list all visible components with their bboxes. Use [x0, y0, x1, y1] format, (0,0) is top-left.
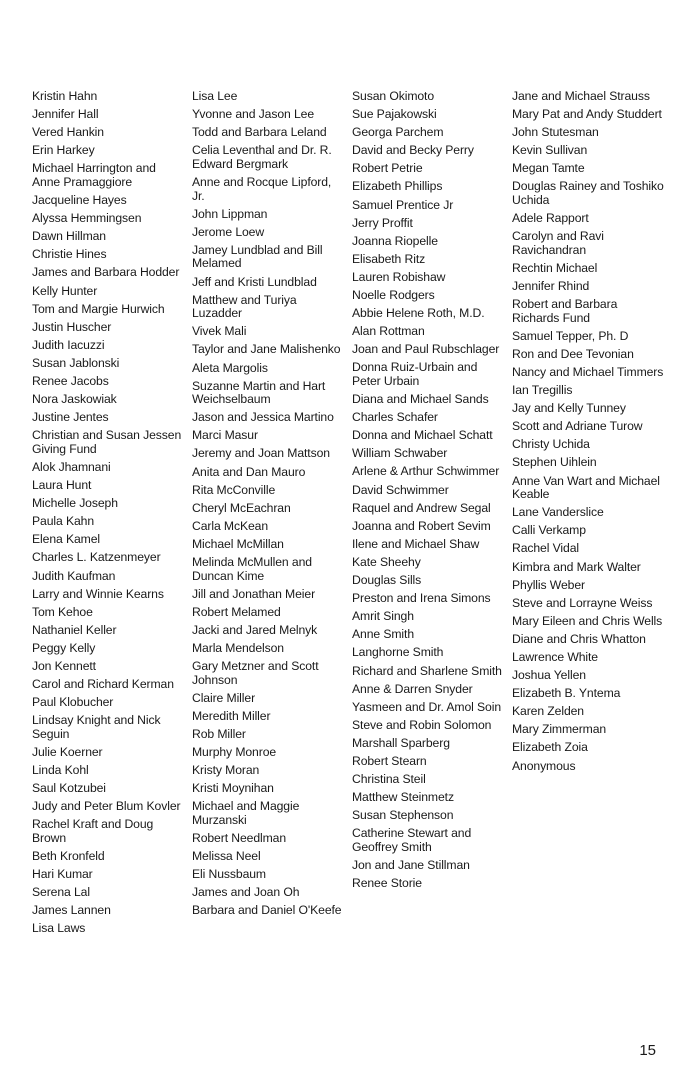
donor-name: Carla McKean: [192, 518, 269, 533]
donor-name: Arlene & Arthur Schwimmer: [352, 464, 500, 479]
donor-name: Nora Jaskowiak: [32, 392, 117, 407]
donor-name: Christie Hines: [32, 247, 107, 262]
donor-name: David Schwimmer: [352, 482, 449, 497]
donor-name: Marshall Sparberg: [352, 735, 450, 750]
donor-column-4: [512, 90, 672, 941]
donor-column-1: [32, 90, 192, 941]
donor-name: Michael McMillan: [192, 536, 284, 551]
donor-name: Robert Petrie: [352, 161, 423, 176]
donor-name: James and Joan Oh: [192, 885, 300, 900]
donor-name: Jerry Proffit: [352, 215, 413, 230]
donor-name: Anne Smith: [352, 627, 415, 642]
donor-name: Joan and Paul Rubschlager: [352, 342, 500, 357]
donor-name: Barbara and Daniel O'Keefe: [192, 903, 342, 918]
donor-name: Jeff and Kristi Lundblad: [192, 274, 317, 289]
donor-name: Ron and Dee Tevonian: [512, 346, 634, 361]
donor-name: Michael Harrington and Anne Pramaggiore: [32, 161, 156, 189]
donor-name: Renee Storie: [352, 876, 422, 891]
donor-name: Mary Pat and Andy Studdert: [512, 107, 662, 122]
donor-name: Elisabeth Ritz: [352, 251, 426, 266]
donor-name: William Schwaber: [352, 446, 448, 461]
donor-name: Rachel Kraft and Doug Brown: [32, 817, 154, 845]
donor-name: Susan Okimoto: [352, 89, 435, 103]
donor-name: Alok Jhamnani: [32, 459, 111, 474]
donor-name: Matthew and Turiya Luzadder: [192, 292, 297, 321]
donor-name: Rita McConville: [192, 482, 276, 497]
donor-name: Anne & Darren Snyder: [352, 681, 473, 696]
donor-name: Sue Pajakowski: [352, 107, 437, 122]
donor-name: Stephen Uihlein: [512, 455, 597, 470]
donor-name: Marci Masur: [192, 428, 258, 443]
donor-name: Kristy Moran: [192, 763, 260, 778]
donor-name: Douglas Sills: [352, 573, 422, 588]
donor-name: Tom and Margie Hurwich: [32, 301, 165, 316]
donor-name: Catherine Stewart and Geoffrey Smith: [352, 826, 472, 854]
donor-name: Vered Hankin: [32, 125, 104, 140]
donor-name: Ilene and Michael Shaw: [352, 536, 480, 551]
donor-name: Elizabeth Phillips: [352, 179, 443, 194]
donor-name: Jacki and Jared Melnyk: [192, 622, 318, 637]
donor-name: Joanna and Robert Sevim: [352, 518, 491, 533]
donor-name: Lane Vanderslice: [512, 505, 604, 520]
donor-name: Donna Ruiz-Urbain and Peter Urbain: [352, 360, 478, 388]
donor-name: Eli Nussbaum: [192, 867, 266, 882]
donor-name: Judith Kaufman: [32, 568, 116, 583]
donor-name: Hari Kumar: [32, 867, 93, 882]
donor-name: Paul Klobucher: [32, 695, 114, 710]
donor-name: Erin Harkey: [32, 143, 95, 158]
donor-name: Kristi Moynihan: [192, 781, 274, 796]
donor-name: Murphy Monroe: [192, 745, 277, 760]
donor-name: Kimbra and Mark Walter: [512, 559, 641, 574]
donor-name: Justin Huscher: [32, 319, 112, 334]
donor-name: Beth Kronfeld: [32, 849, 105, 864]
donor-name: Cheryl McEachran: [192, 500, 291, 515]
donor-name: Diana and Michael Sands: [352, 392, 489, 407]
donor-name: James and Barbara Hodder: [32, 265, 180, 280]
donor-name: John Stutesman: [512, 125, 599, 140]
donor-name: Charles L. Katzenmeyer: [32, 550, 161, 565]
donor-name: Anonymous: [512, 758, 576, 773]
donor-name: Robert and Barbara Richards Fund: [512, 297, 618, 325]
donor-name: Lisa Lee: [192, 89, 238, 103]
donor-name: Paula Kahn: [32, 514, 95, 529]
donor-name: Laura Hunt: [32, 478, 92, 493]
donor-name: Yvonne and Jason Lee: [192, 107, 315, 122]
donor-name: Alan Rottman: [352, 324, 425, 339]
donor-name: Rachel Vidal: [512, 541, 580, 556]
donor-name: Robert Needlman: [192, 831, 287, 846]
donor-name: Carolyn and Ravi Ravichandran: [512, 229, 604, 257]
donor-name: Samuel Tepper, Ph. D: [512, 328, 629, 343]
donor-name: Rechtin Michael: [512, 260, 598, 275]
donor-name: Nancy and Michael Timmers: [512, 365, 664, 379]
donor-name: Marla Mendelson: [192, 641, 284, 655]
donor-name: Linda Kohl: [32, 763, 89, 778]
donor-name: Aleta Margolis: [192, 360, 268, 375]
donor-name: Judy and Peter Blum Kovler: [32, 799, 181, 814]
donor-name: Meredith Miller: [192, 708, 271, 723]
donor-name: Amrit Singh: [352, 609, 414, 624]
donor-name: Mary Eileen and Chris Wells: [512, 613, 663, 628]
donor-name: Jill and Jonathan Meier: [192, 586, 316, 601]
donor-name: Steve and Lorrayne Weiss: [512, 595, 653, 610]
donor-name: Calli Verkamp: [512, 523, 586, 538]
donor-name: Adele Rapport: [512, 211, 589, 226]
donor-name: Jane and Michael Strauss: [512, 89, 650, 103]
donor-name: Ian Tregillis: [512, 383, 573, 398]
donor-name: Jason and Jessica Martino: [192, 410, 334, 425]
donor-name: Jacqueline Hayes: [32, 193, 127, 208]
donor-name: Samuel Prentice Jr: [352, 197, 454, 212]
donor-name: Lauren Robishaw: [352, 269, 446, 284]
donor-columns: [32, 90, 672, 941]
donor-name: Kelly Hunter: [32, 283, 98, 298]
donor-name: Jennifer Hall: [32, 107, 99, 122]
donor-name: Rob Miller: [192, 726, 246, 741]
donor-name: Alyssa Hemmingsen: [32, 211, 142, 226]
donor-name: Jamey Lundblad and Bill Melamed: [192, 242, 323, 271]
donor-name: Jay and Kelly Tunney: [512, 401, 626, 416]
donor-name: David and Becky Perry: [352, 143, 474, 158]
donor-name: Susan Jablonski: [32, 355, 120, 370]
donor-name: Abbie Helene Roth, M.D.: [352, 306, 485, 321]
donor-name: Yasmeen and Dr. Amol Soin: [352, 699, 502, 714]
donor-name: Todd and Barbara Leland: [192, 125, 327, 140]
donor-name: Judith Iacuzzi: [32, 337, 105, 352]
donor-name: Melinda McMullen and Duncan Kime: [192, 555, 312, 583]
donor-name: Steve and Robin Solomon: [352, 717, 492, 732]
donor-name: Christian and Susan Jessen Giving Fund: [32, 428, 182, 456]
donor-name: James Lannen: [32, 903, 111, 918]
donor-name: Tom Kehoe: [32, 604, 93, 619]
donor-name: Matthew Steinmetz: [352, 790, 454, 805]
donor-name: Robert Stearn: [352, 753, 427, 768]
donor-name: Christy Uchida: [512, 437, 590, 452]
donor-name: Elena Kamel: [32, 532, 101, 547]
donor-name: Claire Miller: [192, 690, 256, 705]
donor-name: Melissa Neel: [192, 849, 261, 864]
donor-name: Anne and Rocque Lipford, Jr.: [192, 174, 332, 203]
donor-name: Georga Parchem: [352, 125, 444, 140]
donor-name: Noelle Rodgers: [352, 288, 435, 303]
donor-name: Kate Sheehy: [352, 554, 421, 569]
donor-name: Raquel and Andrew Segal: [352, 500, 491, 515]
donor-name: Jennifer Rhind: [512, 279, 590, 294]
donor-name: Phyllis Weber: [512, 577, 585, 592]
donor-name: Suzanne Martin and Hart Weichselbaum: [192, 378, 326, 407]
donor-name: Preston and Irena Simons: [352, 591, 491, 606]
donor-name: Carol and Richard Kerman: [32, 677, 174, 692]
donor-name: Elizabeth Zoia: [512, 740, 588, 755]
donor-name: Justine Jentes: [32, 410, 109, 425]
donor-name: Lisa Laws: [32, 921, 86, 936]
donor-name: Anne Van Wart and Michael Keable: [512, 473, 660, 502]
donor-name: Lindsay Knight and Nick Seguin: [32, 713, 161, 741]
donor-column-2: [192, 90, 352, 941]
donor-name: Peggy Kelly: [32, 640, 96, 655]
donor-name: Scott and Adriane Turow: [512, 419, 643, 434]
donor-name: Jerome Loew: [192, 224, 265, 239]
donor-name: Renee Jacobs: [32, 374, 109, 388]
donor-name: Susan Stephenson: [352, 808, 454, 823]
donor-name: Jon and Jane Stillman: [352, 858, 470, 873]
donor-name: Charles Schafer: [352, 410, 438, 425]
donor-name: Kristin Hahn: [32, 89, 98, 103]
donor-name: Anita and Dan Mauro: [192, 464, 306, 479]
donor-name: Christina Steil: [352, 772, 426, 787]
donor-name: Jeremy and Joan Mattson: [192, 446, 330, 461]
donor-name: Joshua Yellen: [512, 668, 586, 683]
donor-name: Karen Zelden: [512, 704, 584, 719]
donor-name: Lawrence White: [512, 650, 598, 664]
donor-name: Larry and Winnie Kearns: [32, 586, 164, 601]
donor-name: Serena Lal: [32, 885, 90, 900]
donor-name: Saul Kotzubei: [32, 781, 106, 796]
donor-name: Jon Kennett: [32, 659, 96, 673]
donor-name: Richard and Sharlene Smith: [352, 663, 502, 678]
donor-name: Michelle Joseph: [32, 496, 118, 511]
donor-name: Nathaniel Keller: [32, 622, 117, 637]
donor-name: Diane and Chris Whatton: [512, 631, 646, 646]
donor-name: Robert Melamed: [192, 604, 281, 619]
donor-name: Dawn Hillman: [32, 229, 106, 244]
donor-name: Joanna Riopelle: [352, 233, 438, 248]
donor-name: Michael and Maggie Murzanski: [192, 799, 300, 827]
donor-name: John Lippman: [192, 206, 268, 221]
donor-column-3: [352, 90, 512, 941]
donor-name: Elizabeth B. Yntema: [512, 686, 621, 701]
donor-name: Celia Leventhal and Dr. R. Edward Bergmark: [192, 143, 332, 171]
donor-name: Mary Zimmerman: [512, 722, 607, 737]
donor-name: Megan Tamte: [512, 161, 585, 176]
donor-name: Kevin Sullivan: [512, 143, 588, 158]
donor-name: Gary Metzner and Scott Johnson: [192, 659, 319, 687]
donor-name: Julie Koerner: [32, 744, 103, 759]
donor-name: Langhorne Smith: [352, 645, 444, 660]
donor-name: Taylor and Jane Malishenko: [192, 342, 341, 357]
donor-name: Donna and Michael Schatt: [352, 428, 493, 443]
donor-name: Vivek Mali: [192, 324, 247, 339]
page-number: 15: [639, 1042, 656, 1059]
donor-name: Douglas Rainey and Toshiko Uchida: [512, 179, 664, 208]
